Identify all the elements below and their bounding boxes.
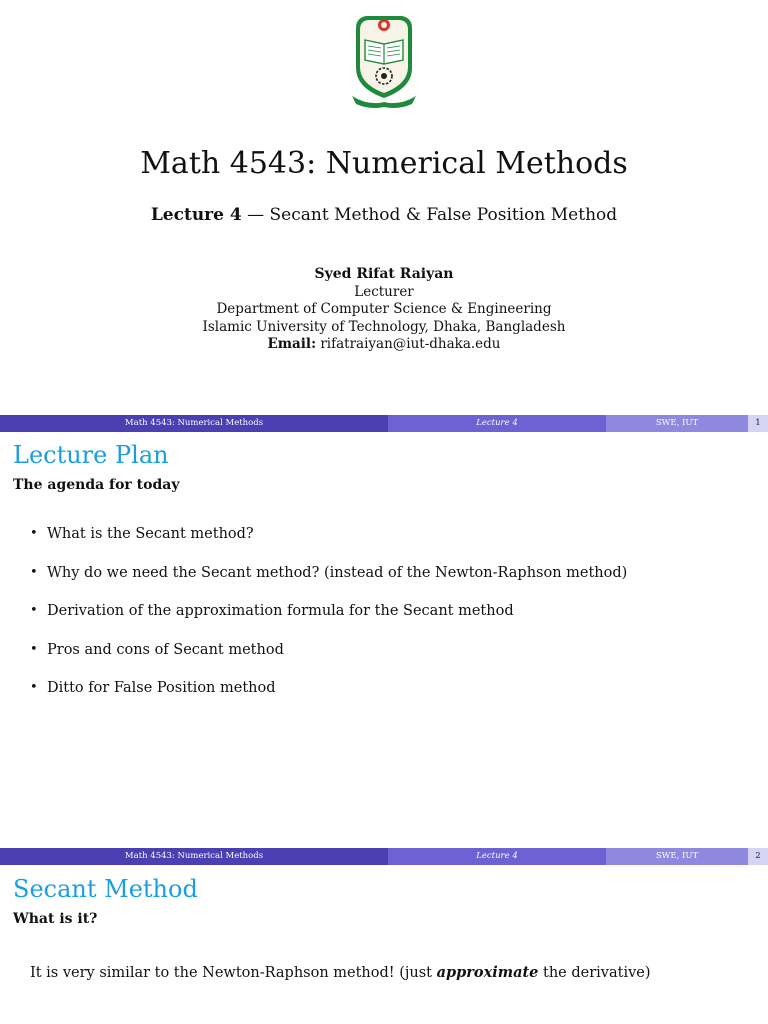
list-item: • Why do we need the Secant method? (instead of the Newton-Raphson method) <box>30 563 627 602</box>
list-item: • Derivation of the approximation formula for the Secant method <box>30 601 627 640</box>
lecture-subtitle <box>0 203 768 227</box>
author-department: Department of Computer Science & Engineering <box>216 301 552 317</box>
footer-course: Math 4543: Numerical Methods <box>0 415 388 432</box>
lecture-dash: — <box>241 205 270 225</box>
iut-crest-logo-icon <box>350 10 418 108</box>
footer-program: SWE, IUT <box>606 848 748 865</box>
frame-title: Lecture Plan <box>13 441 169 469</box>
list-item: • Pros and cons of Secant method <box>30 640 627 679</box>
author-name: Syed Rifat Raiyan <box>314 266 454 282</box>
author-email <box>0 336 768 354</box>
email-label: Email: <box>267 336 317 352</box>
body-paragraph <box>30 963 651 983</box>
slide-footer-1 <box>0 415 768 432</box>
body-text-end: the derivative) <box>538 965 651 981</box>
frame-subtitle: What is it? <box>13 911 98 927</box>
presentation-title: Math 4543: Numerical Methods <box>140 146 628 181</box>
lecture-topic: Secant Method & False Position Method <box>269 205 618 225</box>
list-item: • What is the Secant method? <box>30 524 627 563</box>
footer-lecture: Lecture 4 <box>388 848 606 865</box>
lecture-label: Lecture 4 <box>150 205 242 225</box>
agenda-list <box>30 524 627 717</box>
footer-page-number: 1 <box>748 415 768 432</box>
secant-method-slide <box>0 866 768 1024</box>
slide-footer-2 <box>0 848 768 865</box>
footer-page-number: 2 <box>748 848 768 865</box>
body-text-emphasis: approximate <box>436 964 539 981</box>
author-role: Lecturer <box>354 283 414 300</box>
email-value: rifatraiyan@iut-dhaka.edu <box>320 336 501 352</box>
frame-subtitle: The agenda for today <box>13 477 180 493</box>
author-university: Islamic University of Technology, Dhaka, Bangladesh <box>202 318 566 335</box>
footer-program: SWE, IUT <box>606 415 748 432</box>
footer-course: Math 4543: Numerical Methods <box>0 848 388 865</box>
lecture-plan-slide <box>0 432 768 848</box>
frame-title: Secant Method <box>13 875 198 903</box>
body-text-start: It is very similar to the Newton-Raphson method! (just <box>30 965 437 981</box>
list-item: • Ditto for False Position method <box>30 678 627 717</box>
author-block <box>0 266 768 354</box>
title-slide <box>0 0 768 415</box>
footer-lecture: Lecture 4 <box>388 415 606 432</box>
